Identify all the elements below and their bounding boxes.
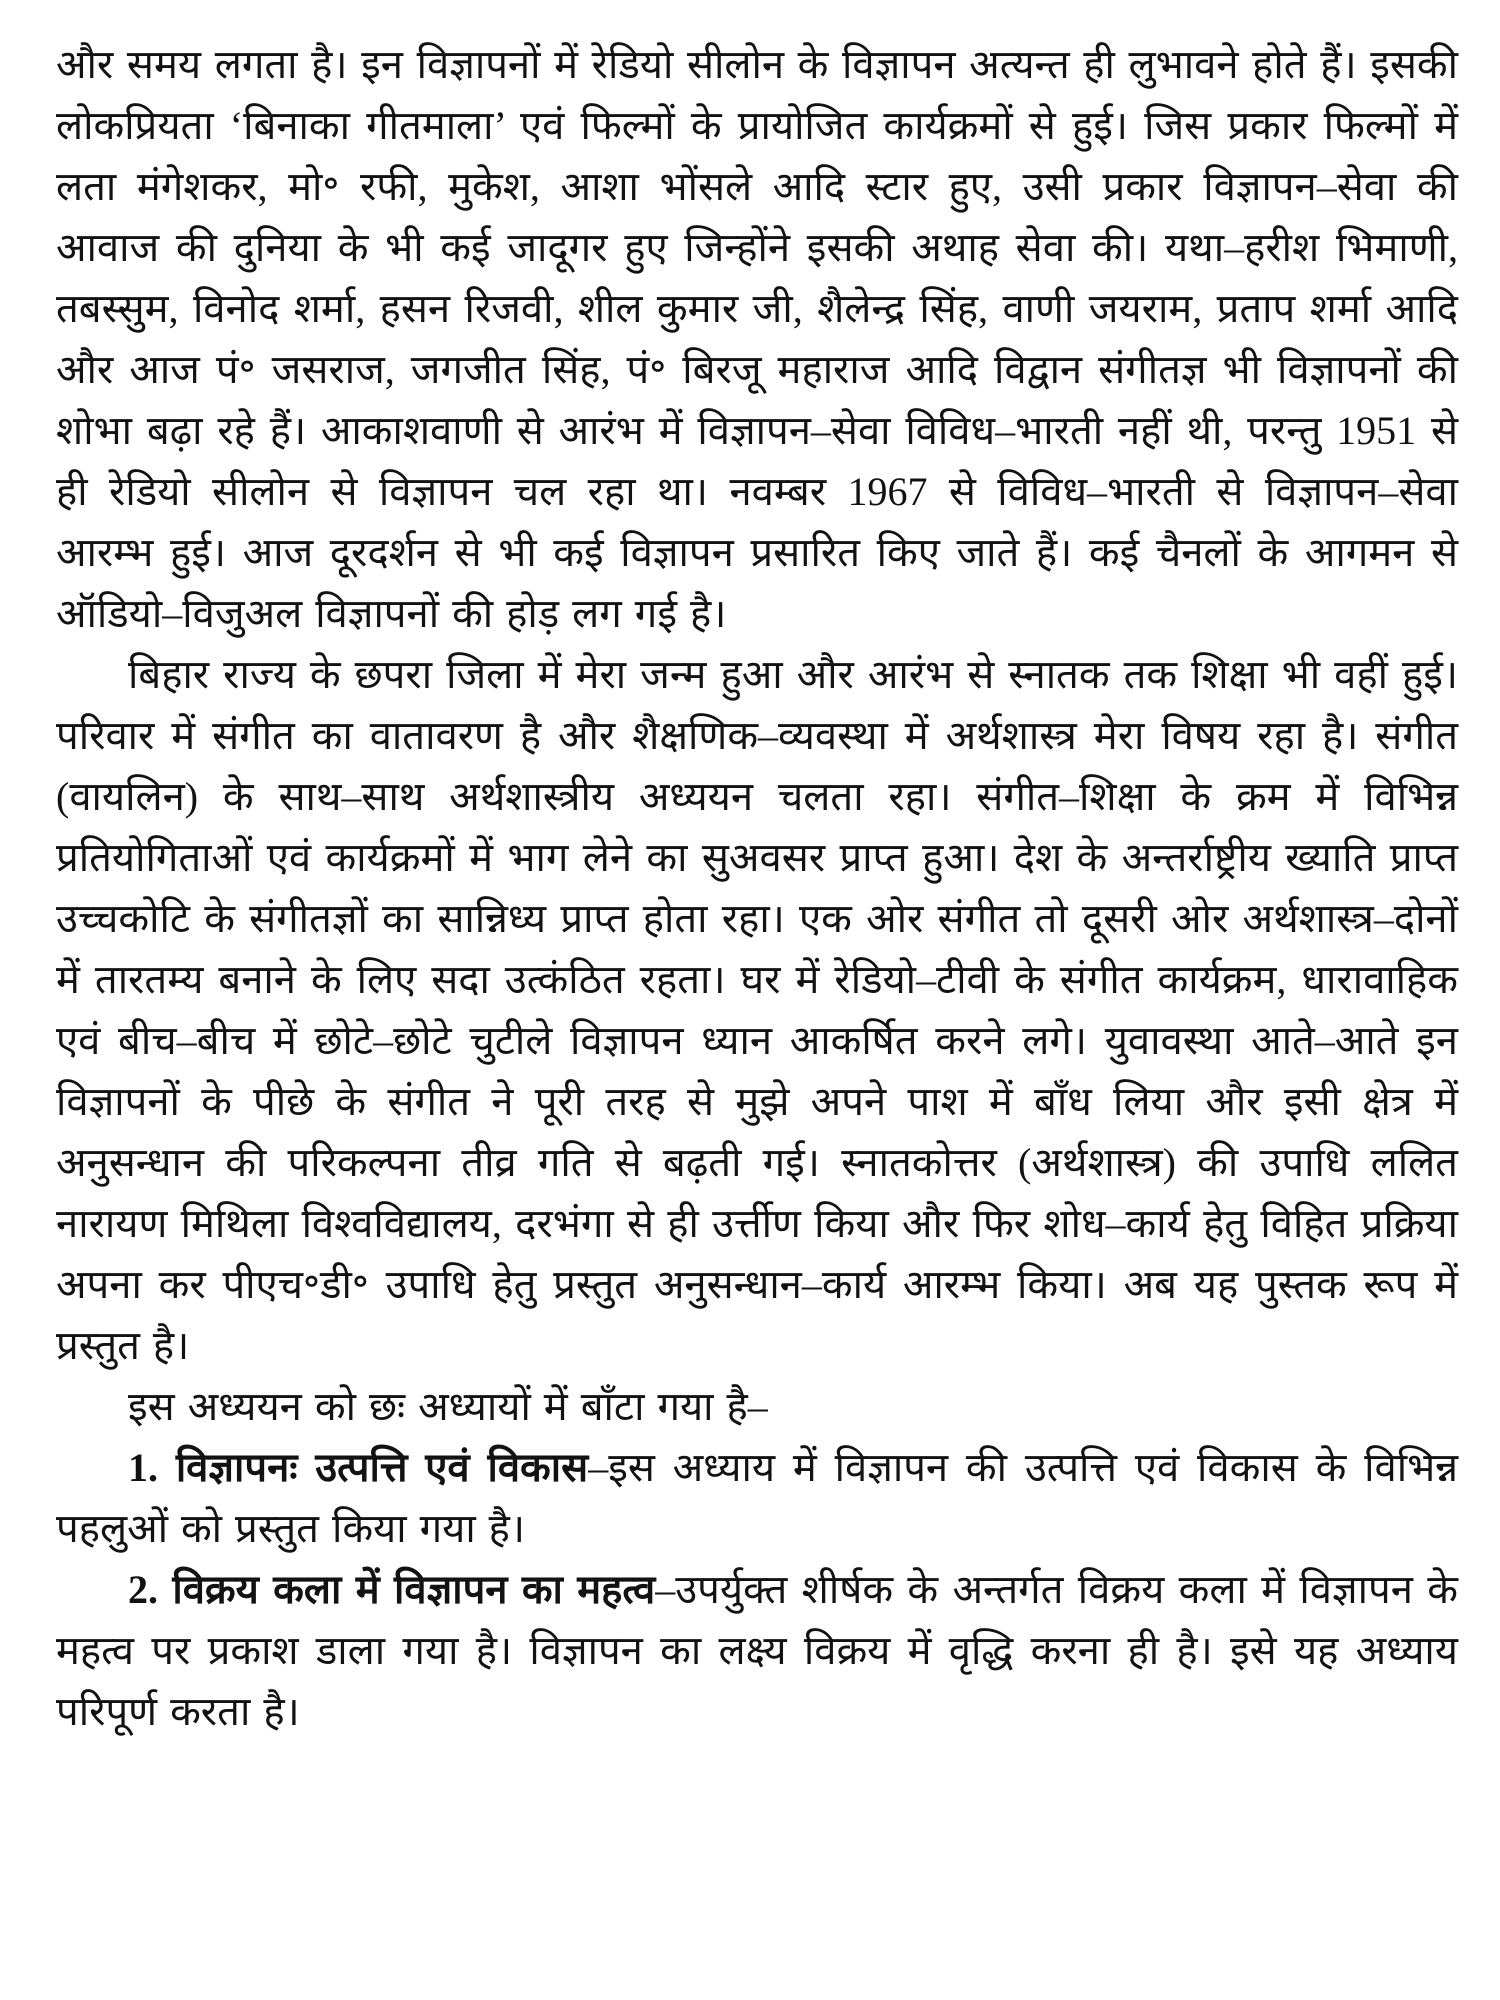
paragraph-author-background <box>56 644 1458 1376</box>
paragraph-text: बिहार राज्य के छपरा जिला में मेरा जन्म हुआ और आरंभ से स्नातक तक शिक्षा भी वहीं हुई। परिवार में संगीत का वातावरण है और शैक्षणिक–व्यवस्था में अर्थशास्त्र मेरा विषय रहा है। संगीत (वायलिन) के साथ–साथ अर्थशास्त्रीय अध्ययन चलता रहा। संगीत–शिक्षा के क्रम में विभिन्न प्रतियोगिताओं एवं कार्यक्रमों में भाग लेने का सुअवसर प्राप्त हुआ। देश के अन्तर्राष्ट्रीय ख्याति प्राप्त उच्चकोटि के संगीतज्ञों का सान्निध्य प्राप्त होता रहा। एक ओर संगीत तो दूसरी ओर अर्थशास्त्र–दोनों में तारतम्य बनाने के लिए सदा उत्कंठित रहता। घर में रेडियो–टीवी के संगीत कार्यक्रम, धारावाहिक एवं बीच–बीच में छोटे–छोटे चुटीले विज्ञापन ध्यान आकर्षित करने लगे। युवावस्था आते–आते इन विज्ञापनों के पीछे के संगीत ने पूरी तरह से मुझे अपने पाश में बाँध लिया और इसी क्षेत्र में अनुसन्धान की परिकल्पना तीव्र गति से बढ़ती गई। स्नातकोत्तर (अर्थशास्त्र) की उपाधि ललित नारायण मिथिला विश्वविद्यालय, दरभंगा से ही उर्त्तीण किया और फिर शोध–कार्य हेतु विहित प्रक्रिया अपना कर पीएच॰डी॰ उपाधि हेतु प्रस्तुत अनुसन्धान–कार्य आरम्भ किया। अब यह पुस्तक रूप में प्रस्तुत है। <box>56 652 1458 1368</box>
paragraph-text: और समय लगता है। इन विज्ञापनों में रेडियो सीलोन के विज्ञापन अत्यन्त ही लुभावने होते हैं। इसकी लोकप्रियता ‘बिनाका गीतमाला’ एवं फिल्मों के प्रायोजित कार्यक्रमों से हुई। जिस प्रकार फिल्मों में लता मंगेशकर, मो॰ रफी, मुकेश, आशा भोंसले आदि स्टार हुए, उसी प्रकार विज्ञापन–सेवा की आवाज की दुनिया के भी कई जादूगर हुए जिन्होंने इसकी अथाह सेवा की। यथा–हरीश भिमाणी, तबस्सुम, विनोद शर्मा, हसन रिजवी, शील कुमार जी, शैलेन्द्र सिंह, वाणी जयराम, प्रताप शर्मा आदि और आज पं॰ जसराज, जगजीत सिंह, पं॰ बिरजू महाराज आदि विद्वान संगीतज्ञ भी विज्ञापनों की शोभा बढ़ा रहे हैं। आकाशवाणी से आरंभ में विज्ञापन–सेवा विविध–भारती नहीं थी, परन्तु 1951 से ही रेडियो सीलोन से विज्ञापन चल रहा था। नवम्बर 1967 से विविध–भारती से विज्ञापन–सेवा आरम्भ हुई। आज दूरदर्शन से भी कई विज्ञापन प्रसारित किए जाते हैं। कई चैनलों के आगमन से ऑडियो–विजुअल विज्ञापनों की होड़ लग गई है। <box>56 42 1458 636</box>
chapter-2-heading: 2. विक्रय कला में विज्ञापन का महत्व <box>128 1567 656 1612</box>
chapter-2-description: –उपर्युक्त शीर्षक के अन्तर्गत विक्रय कला में विज्ञापन के महत्व पर प्रकाश डाला गया है। विज्ञापन का लक्ष्य विक्रय में वृद्धि करना ही है। इसे यह अध्याय परिपूर्ण करता है। <box>56 1567 1458 1734</box>
paragraph-chapter-1-summary <box>56 1437 1458 1559</box>
paragraph-radio-advertising <box>56 34 1458 644</box>
chapter-1-description: –इस अध्याय में विज्ञापन की उत्पत्ति एवं विकास के विभिन्न पहलुओं को प्रस्तुत किया गया है। <box>56 1445 1459 1551</box>
chapter-1-heading: 1. विज्ञापनः उत्पत्ति एवं विकास <box>128 1445 589 1490</box>
paragraph-chapter-2-summary <box>56 1559 1458 1742</box>
paragraph-study-division-intro <box>56 1376 1458 1437</box>
paragraph-text: इस अध्ययन को छः अध्यायों में बाँटा गया है– <box>128 1384 768 1429</box>
